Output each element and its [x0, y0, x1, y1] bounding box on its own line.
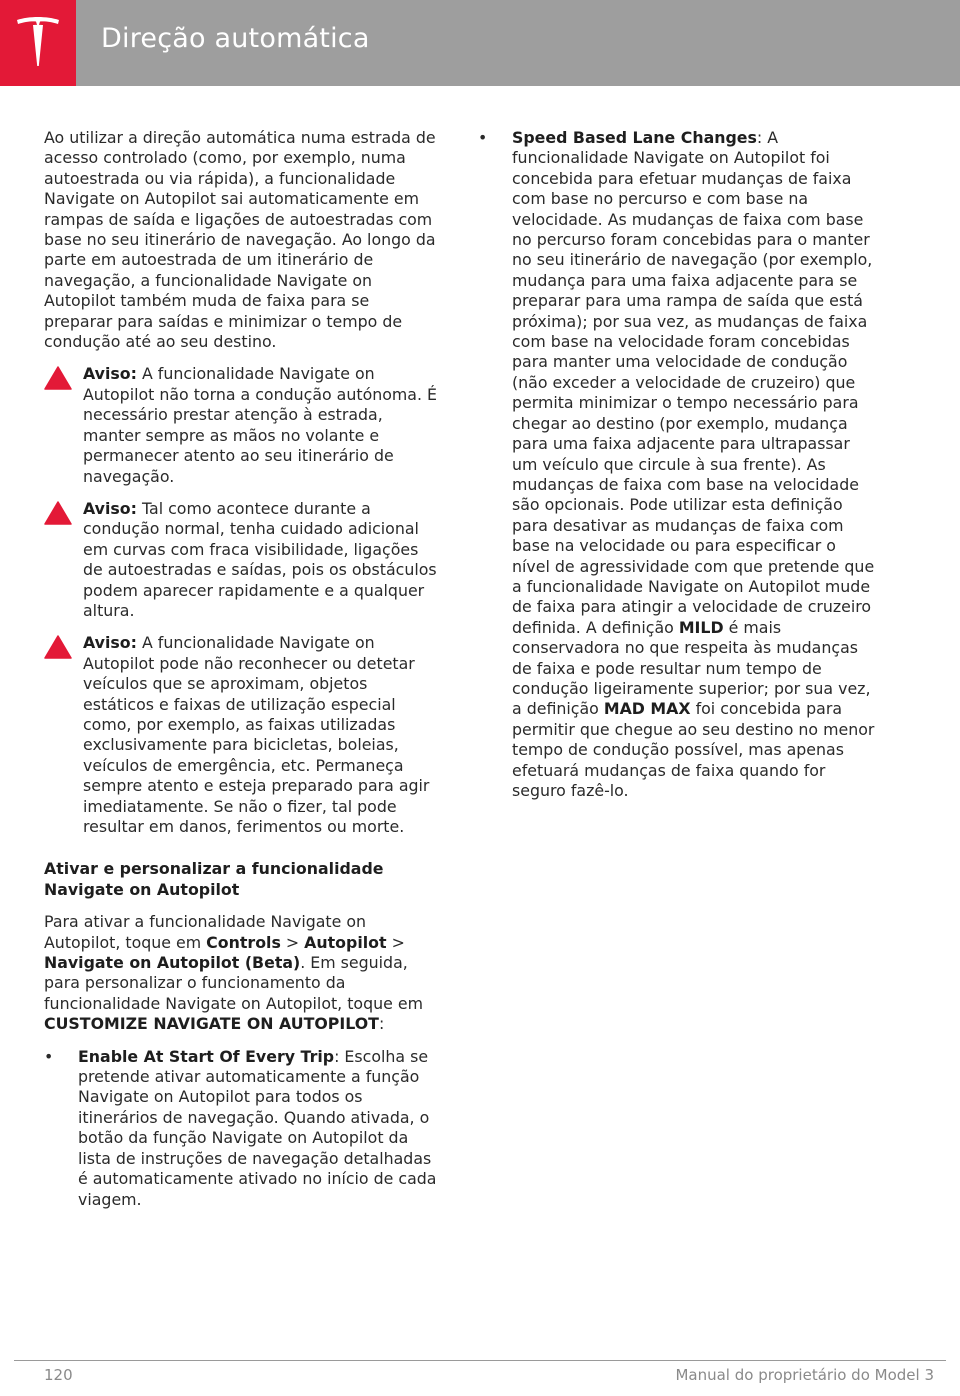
warning-icon: [44, 635, 72, 659]
warning-text: Tal como acontece durante a condução normal, tenha cuidado adicional em curvas com fraca visibilidade, ligações de autoestradas e saídas, pois os obstáculos podem aparecer rapidamente e a qualquer altura.: [83, 498, 437, 620]
right-column: [478, 128, 878, 813]
footer-divider: [14, 1360, 946, 1361]
page-number: 120: [44, 1366, 73, 1384]
text-run: . Em seguida, para personalizar o funcionamento da funcionalidade Navigate on Autopilot, toque em: [44, 953, 423, 1013]
setting-name: Speed Based Lane Changes: [512, 128, 757, 147]
warning-text: A funcionalidade Navigate on Autopilot pode não reconhecer ou detetar veículos que se aproximam, objetos estáticos e faixas de utilização especial como, por exemplo, as faixas utilizadas exclusivamente para bicicletas, boleias, veículos de emergência, etc. Permaneça sempre atento e esteja preparado para agir imediatamente. Se não o fizer, tal pode resultar em danos, ferimentos ou morte.: [83, 633, 430, 836]
text-run: foi concebida para permitir que chegue ao seu destino no menor tempo de condução possível, mas apenas efetuará mudanças de faixa quando for seguro fazê-lo.: [512, 699, 875, 800]
bullet: •: [478, 128, 488, 147]
warning-block: [44, 633, 438, 837]
warning-block: [44, 364, 438, 486]
warning-label: Aviso:: [83, 633, 137, 653]
settings-list: [44, 1047, 438, 1210]
ui-term-customize: CUSTOMIZE NAVIGATE ON AUTOPILOT: [44, 1014, 379, 1034]
section-heading: Ativar e personalizar a funcionalidade Navigate on Autopilot: [44, 859, 384, 899]
warning-text: A funcionalidade Navigate on Autopilot não torna a condução autónoma. É necessário prestar atenção à estrada, manter sempre as mãos no volante e permanecer atento ao seu itinerário de navegação.: [83, 364, 438, 486]
brand-logo: [0, 0, 76, 86]
list-item: [478, 128, 878, 801]
left-column: [44, 128, 438, 1222]
tesla-logo-icon: [15, 16, 61, 70]
page-title: Direção automática: [101, 23, 370, 54]
warning-label: Aviso:: [83, 498, 137, 518]
text-run: :: [378, 1014, 385, 1034]
warning-icon: [44, 501, 72, 525]
settings-list: [478, 128, 878, 801]
text-run: >: [280, 932, 305, 952]
ui-term-navigate-on-autopilot: Navigate on Autopilot (Beta): [44, 953, 301, 973]
warning-icon: [44, 366, 72, 390]
bullet: •: [44, 1046, 54, 1066]
list-item: [44, 1047, 438, 1210]
text-run: Para ativar a funcionalidade Navigate on Autopilot, toque em: [44, 912, 367, 952]
text-run: >: [386, 932, 405, 952]
warning-label: Aviso:: [83, 364, 137, 384]
setting-description: : A funcionalidade Navigate on Autopilot foi concebida para efetuar mudanças de faixa com base no percurso e com base na velocidade. As mudanças de faixa com base no percurso foram concebidas para o manter no seu itinerário de navegação (por exemplo, mudança para uma faixa adjacente para se preparar para uma rampa de saída que está próxima); por sua vez, as mudanças de faixa com base na velocidade foram concebidas para manter uma velocidade de condução (não exceder a velocidade de cruzeiro) que permita minimizar o tempo necessário para chegar ao destino (por exemplo, mudança para uma faixa adjacente para ultrapassar um veículo que circule à sua frente). As mudanças de faixa com base na velocidade são opcionais. Pode utilizar esta definição para desativar as mudanças de faixa com base na velocidade ou para especificar o nível de agressividade com que pretende que a funcionalidade Navigate on Autopilot mude de faixa para atingir a velocidade de cruzeiro definida. A definição: [512, 128, 875, 637]
warning-block: [44, 499, 438, 621]
intro-paragraph: Ao utilizar a direção automática numa estrada de acesso controlado (como, por exemplo, numa autoestrada ou via rápida), a funcionalidade Navigate on Autopilot sai automaticamente em rampas de saída e ligações de autoestradas com base no seu itinerário de navegação. Ao longo da parte em autoestrada de um itinerário de navegação, a funcionalidade Navigate on Autopilot também muda de faixa para se preparar para saídas e minimizar o tempo de condução até ao seu destino.: [44, 128, 436, 352]
setting-description: : Escolha se pretende ativar automaticamente a função Navigate on Autopilot para todos os itinerários de navegação. Quando ativada, o botão da função Navigate on Autopilot da lista de instruções de navegação detalhadas é automaticamente ativado no início de cada viagem.: [78, 1046, 437, 1209]
ui-term-mad-max: MAD MAX: [603, 699, 691, 719]
ui-term-autopilot: Autopilot: [304, 932, 387, 952]
activate-paragraph: [44, 912, 438, 1034]
ui-term-mild: MILD: [678, 617, 724, 637]
text-run: é mais conservadora no que respeita às mudanças de faixa e pode resultar num tempo de condução ligeiramente superior; por sua vez, a definição: [512, 617, 871, 719]
page-header: [0, 0, 960, 86]
setting-name: Enable At Start Of Every Trip: [78, 1046, 335, 1066]
manual-title: Manual do proprietário do Model 3: [675, 1366, 934, 1384]
ui-term-controls: Controls: [206, 932, 281, 952]
